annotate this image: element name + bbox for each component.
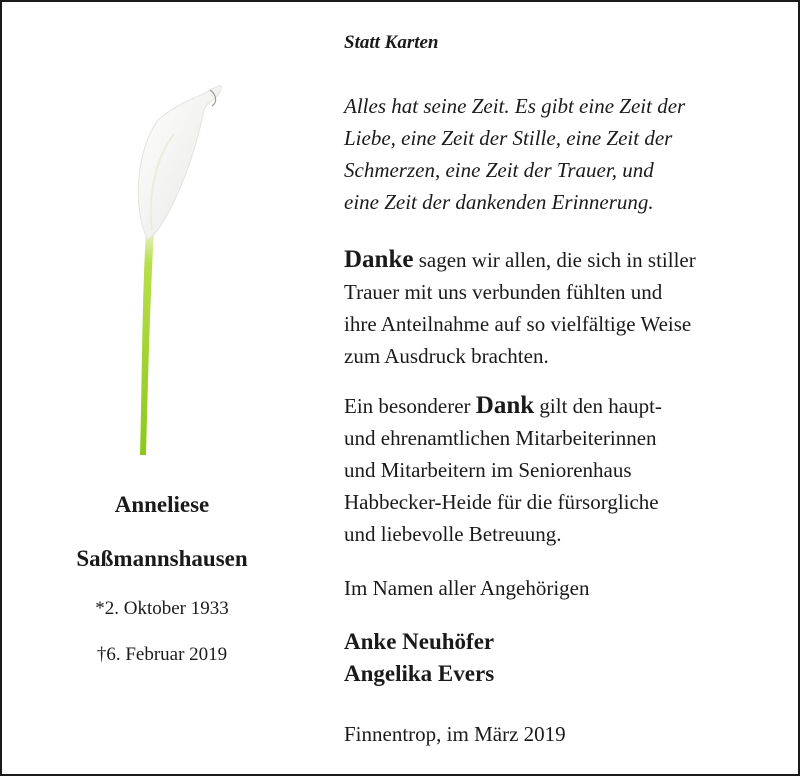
danke-emphasis: Danke [344, 246, 414, 273]
calla-lily-image [128, 80, 228, 460]
special-thanks-line: und Mitarbeitern im Seniorenhaus [344, 458, 632, 482]
quote-line: eine Zeit der dankenden Erinnerung. [344, 190, 654, 214]
signatory-name: Anke Neuhöfer [344, 629, 495, 654]
special-thanks-line: und ehrenamtlichen Mitarbeiterinnen [344, 426, 657, 450]
birth-date: *2. Oktober 1933 [95, 598, 229, 619]
thanks-line: zum Ausdruck brachten. [344, 344, 549, 368]
quote-line: Alles hat seine Zeit. Es gibt eine Zeit der [344, 94, 686, 118]
quote-line: Liebe, eine Zeit der Stille, eine Zeit der [344, 126, 673, 150]
thanks-first-line-text: sagen wir allen, die sich in stiller [413, 248, 696, 272]
place-date: Finnentrop, im März 2019 [344, 722, 566, 746]
thanks-line: ihre Anteilnahme auf so vielfältige Weise [344, 312, 692, 336]
signatories [344, 626, 784, 690]
dank-emphasis: Dank [475, 392, 535, 419]
special-thanks-line: Habbecker-Heide für die fürsorgliche [344, 490, 659, 514]
family-line: Im Namen aller Angehörigen [344, 576, 590, 600]
quote-paragraph [344, 90, 784, 218]
deceased-first-name: Anneliese [114, 492, 210, 517]
special-thanks-lead: Ein besonderer [344, 394, 476, 418]
thanks-first-line [344, 244, 784, 276]
death-date: †6. Februar 2019 [96, 644, 228, 665]
signatory-name: Angelika Evers [344, 661, 495, 686]
special-thanks-line: und liebevolle Betreuung. [344, 522, 562, 546]
special-thanks-first-line-text: gilt den haupt- [534, 394, 662, 418]
statt-karten-heading: Statt Karten [344, 32, 439, 53]
special-thanks-first-line [344, 390, 784, 422]
special-thanks-paragraph [344, 390, 784, 550]
thanks-line: Trauer mit uns verbunden fühlten und [344, 280, 663, 304]
quote-line: Schmerzen, eine Zeit der Trauer, und [344, 158, 654, 182]
deceased-last-name: Saßmannshausen [76, 546, 248, 571]
thanks-paragraph [344, 244, 784, 372]
